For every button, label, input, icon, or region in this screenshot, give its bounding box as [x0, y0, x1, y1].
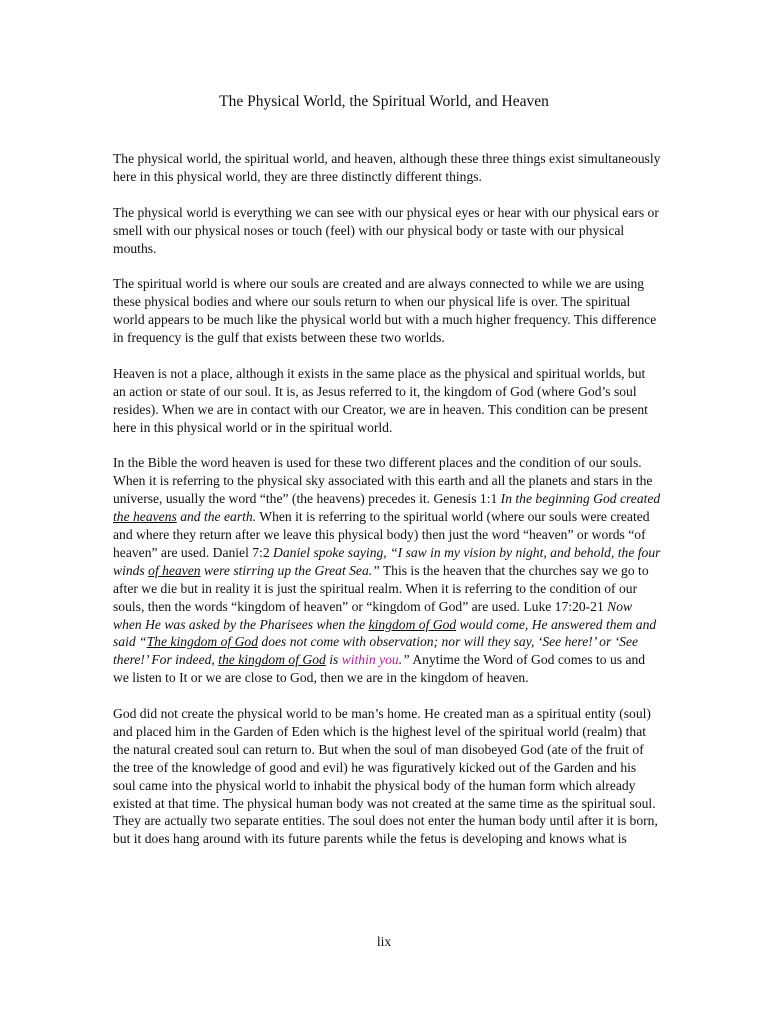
daniel-quote-2: were stirring up the Great Sea.”: [200, 562, 380, 578]
paragraph-1: The physical world, the spiritual world, and heaven, although these three things exist simultaneously here in this physical world, they are three distinctly different things.: [113, 151, 661, 184]
of-heaven-underline: of heaven: [148, 562, 201, 578]
p5-text-3: This is the heaven that the churches say we go to after we die but in reality it is just the spiritual realm. When it is referring to the condition of our souls, then the words “kingdom of heaven” or “kingdom of God” are used. Luke 17:20-21: [113, 562, 649, 614]
kingdom-of-god-underline-2: The kingdom of God: [146, 634, 259, 650]
p5-text-4: Anytime the Word of God comes to us and we listen to It or we are close to God, then we are in the kingdom of heaven.: [113, 652, 646, 686]
genesis-quote-2: and the earth.: [176, 509, 257, 525]
genesis-quote-1: In the beginning God created: [500, 491, 661, 507]
luke-quote-5: .”: [398, 652, 410, 668]
luke-quote-2: would come, He answered them and said “: [113, 616, 657, 650]
page-number: lix: [376, 934, 392, 949]
daniel-quote-1: Daniel spoke saying, “I saw in my vision by night, and behold, the four winds: [113, 544, 661, 578]
luke-quote-1: Now when He was asked by the Pharisees when the: [113, 598, 633, 632]
the-heavens-underline: the heavens: [113, 509, 177, 525]
document-body: [113, 150, 661, 848]
kingdom-of-god-underline-1: kingdom of God: [368, 616, 457, 632]
paragraph-5: [113, 454, 661, 687]
within-you-highlight: within you: [341, 652, 399, 668]
paragraph-2: The physical world is everything we can see with our physical eyes or hear with our physical ears or smell with our physical noses or touch (feel) with our physical body or taste with our physical mouths.: [113, 204, 659, 256]
luke-quote-4: is: [325, 652, 342, 668]
p5-text-2: When it is referring to the spiritual world (where our souls were created and where they return after we leave this physical body) then just the word “heaven” or words “of heaven” are used. Daniel 7:2: [113, 509, 650, 560]
luke-quote-3: does not come with observation; nor will they say, ‘See here!’ or ‘See there!’ For indeed,: [113, 634, 639, 668]
paragraph-3: The spiritual world is where our souls are created and are always connected to while we are using these physical bodies and where our souls return to when our physical life is over. The spiritual world appears to be much like the physical world but with a much higher frequency. This difference in frequency is the gulf that exists between these two worlds.: [113, 276, 657, 346]
kingdom-of-god-underline-3: the kingdom of God: [218, 652, 326, 668]
paragraph-6: God did not create the physical world to be man’s home. He created man as a spiritual entity (soul) and placed him in the Garden of Eden which is the highest level of the spiritual world (realm) that the natural created soul can return to. But when the soul of man disobeyed God (ate of the fruit of the tree of the knowledge of good and evil) he was figuratively kicked out of the Garden and his soul came into the physical world to inhabit the physical body of the human form which already existed at that time. The physical human body was not created at the same time as the spiritual soul. They are actually two separate entities. The soul does not enter the human body until after it is born, but it does hang around with its future parents while the fetus is developing and knows what is: [113, 706, 658, 847]
p5-text-1: In the Bible the word heaven is used for these two different places and the condition of our souls. When it is referring to the physical sky associated with this earth and all the planets and stars in the universe, usually the word “the” (the heavens) precedes it. Genesis 1:1: [113, 455, 653, 507]
document-title: The Physical World, the Spiritual World, and Heaven: [219, 93, 549, 110]
paragraph-4: Heaven is not a place, although it exists in the same place as the physical and spiritual worlds, but an action or state of our soul. It is, as Jesus referred to it, the kingdom of God (where God’s soul resides). When we are in contact with our Creator, we are in heaven. This condition can be present here in this physical world or in the spiritual world.: [113, 365, 648, 435]
